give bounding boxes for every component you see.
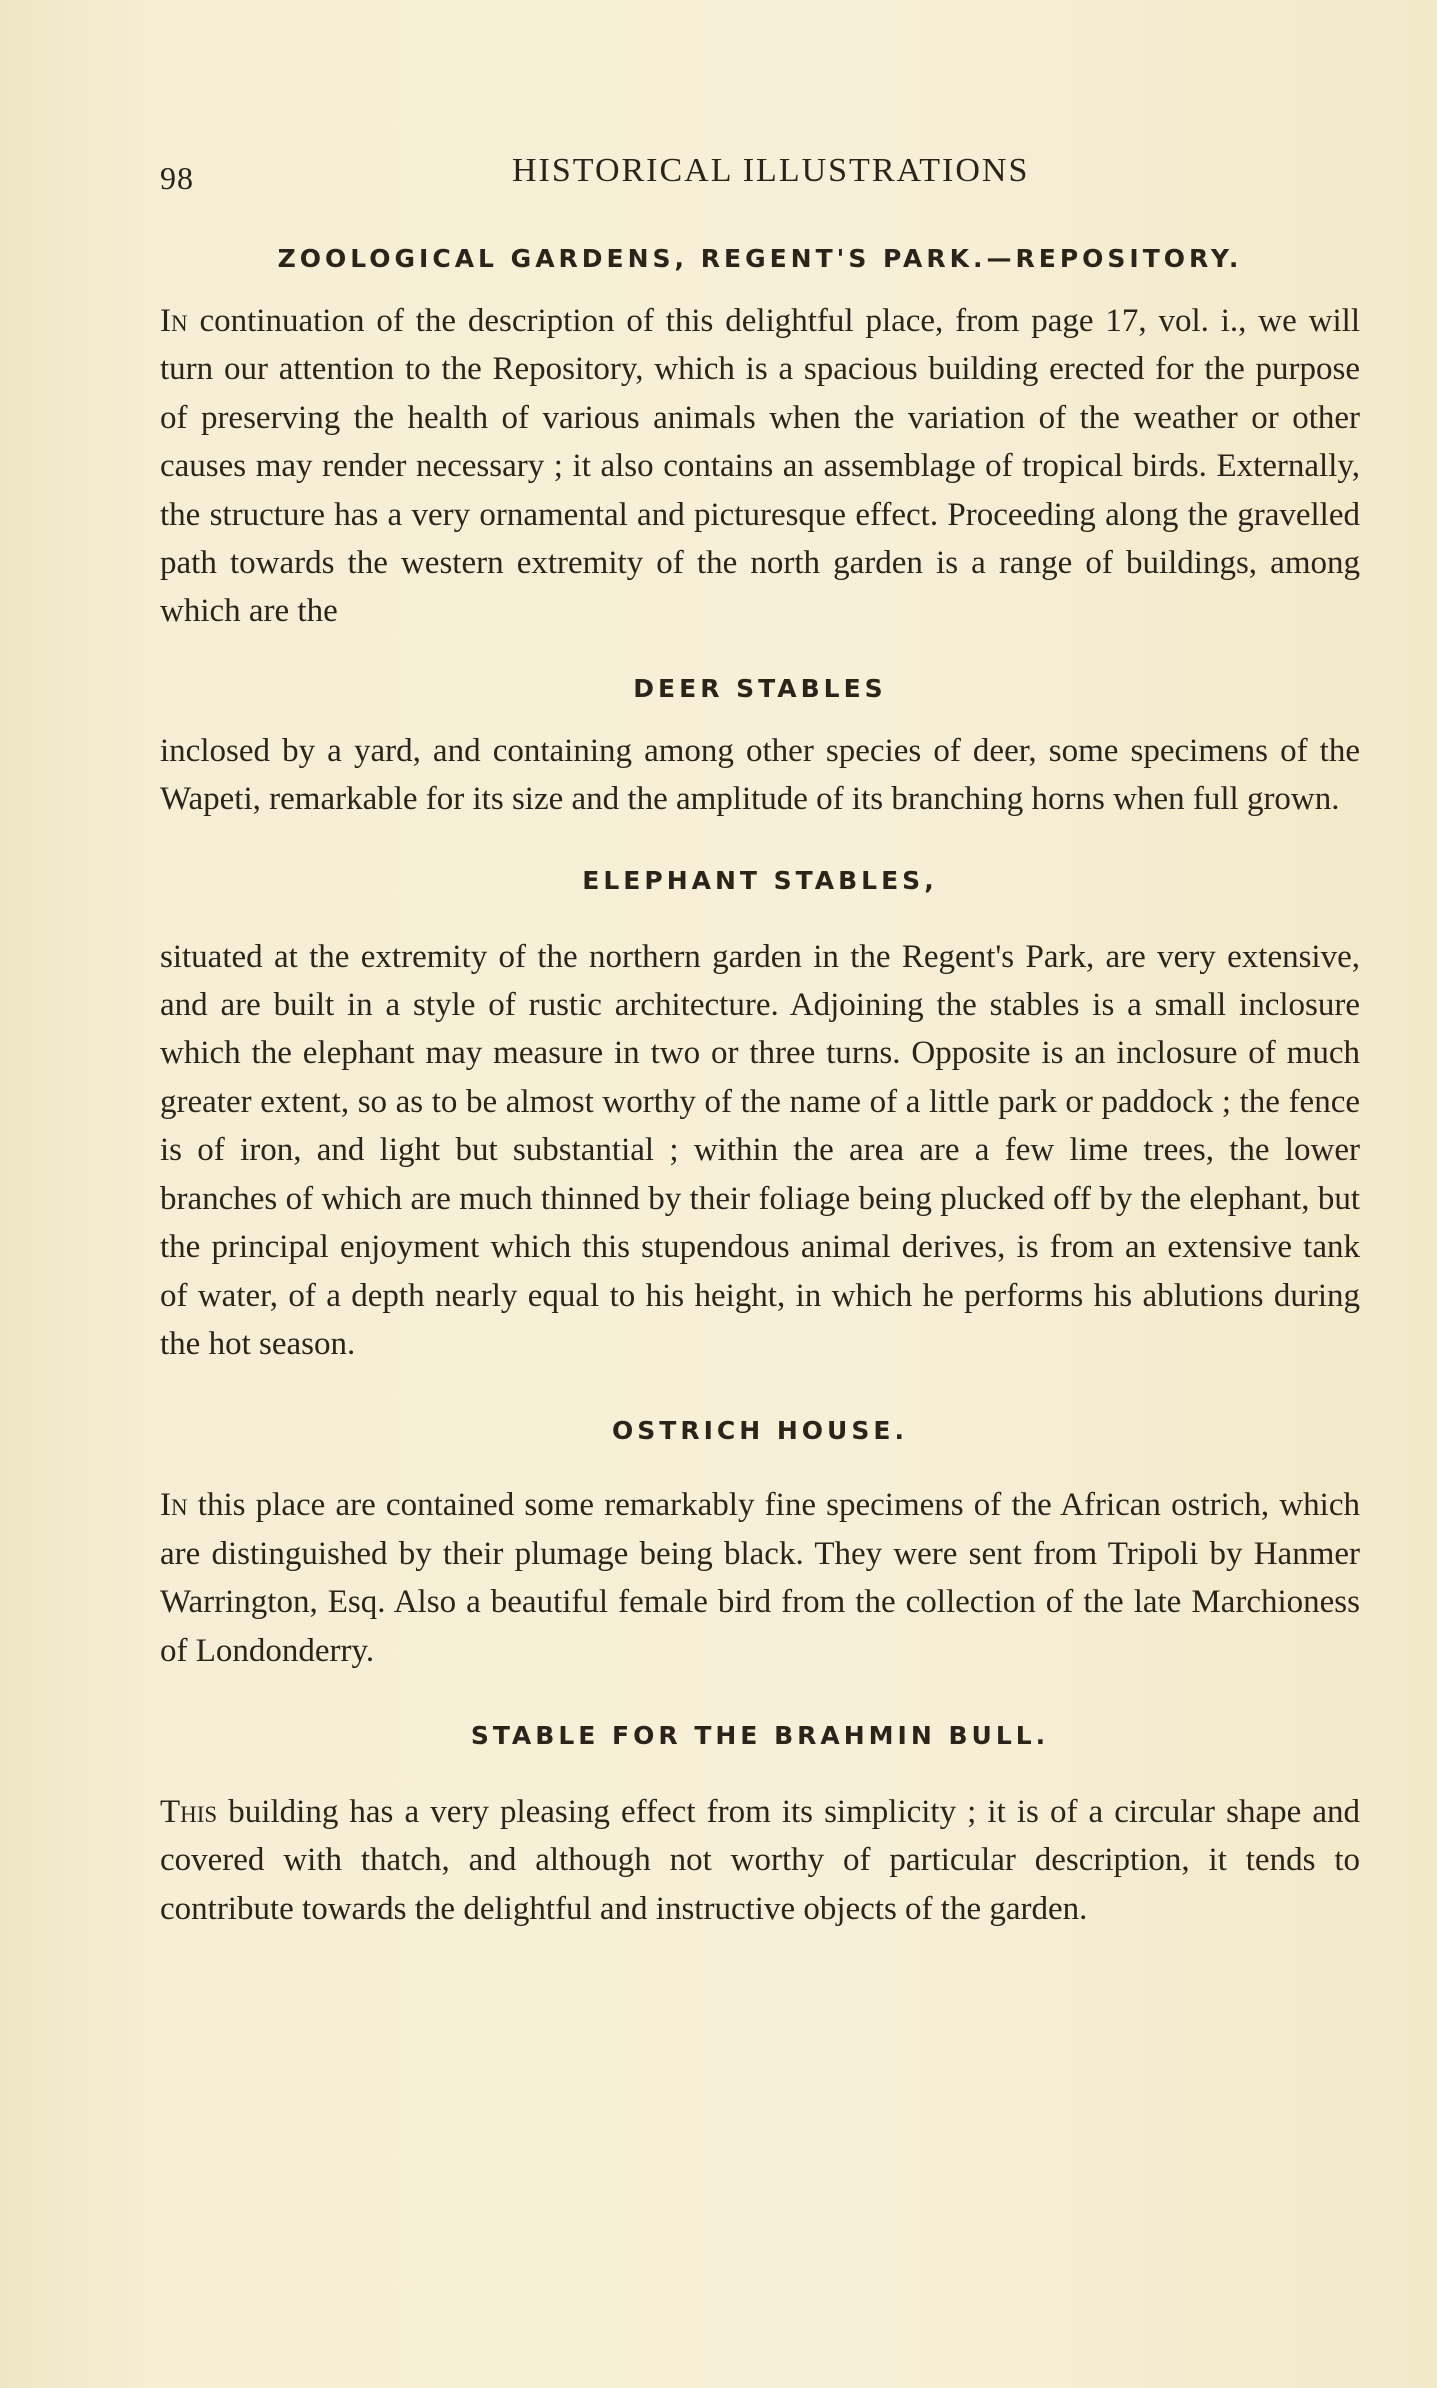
section-heading-repository: ZOOLOGICAL GARDENS, REGENT'S PARK.—REPOSITORY.	[277, 244, 1243, 273]
paragraph-text: this place are contained some remarkably fine specimens of the African ostrich, which are distinguished by their plumage being black. They were sent from Tripoli by Hanmer Warrington, Esq. Also a beautiful female bird from the collection of the late Marchioness of Londonderry.	[160, 1487, 1360, 1669]
running-head	[160, 152, 1360, 202]
paragraph-text: continuation of the description of this delightful place, from page 17, vol. i., we will turn our attention to the Repository, which is a spacious building erected for the purpose of preserving the health of various animals when the variation of the weather or other causes may render necessary ; it also contains an assemblage of tropical birds. Externally, the structure has a very ornamental and picturesque effect. Proceeding along the gravelled path towards the western extremity of the north garden is a range of buildings, among which are the	[160, 303, 1360, 630]
paragraph-text: inclosed by a yard, and containing among other species of deer, some specimens of the Wapeti, remarkable for its size and the amplitude of its branching horns when full grown.	[160, 732, 1360, 818]
paragraph-ostrich-house	[160, 1481, 1360, 1675]
paragraph-brahmin-bull	[160, 1788, 1360, 1933]
paragraph-deer-stables	[160, 727, 1360, 824]
section-heading-brahmin-bull: STABLE FOR THE BRAHMIN BULL.	[470, 1720, 1050, 1750]
section-heading-deer-stables: DEER STABLES	[633, 673, 887, 703]
page-number: 98	[160, 160, 194, 196]
paragraph-lead-word: In	[160, 1487, 188, 1524]
section-heading-elephant-stables: ELEPHANT STABLES,	[582, 865, 938, 895]
section-heading-ostrich-house: OSTRICH HOUSE.	[612, 1416, 908, 1446]
paragraph-elephant-stables	[160, 933, 1360, 1369]
running-title: HISTORICAL ILLUSTRATIONS	[512, 152, 1030, 189]
paragraph-lead-word: This	[160, 1793, 218, 1830]
paragraph-text: building has a very pleasing effect from its simplicity ; it is of a circular shape and covered with thatch, and although not worthy of particular description, it tends to contribute towards the delightful and instructive objects of the garden.	[160, 1793, 1360, 1927]
paragraph-repository	[160, 297, 1360, 636]
page-content	[160, 218, 1360, 1933]
paragraph-lead-word: In	[160, 303, 188, 339]
paragraph-text: situated at the extremity of the northern garden in the Regent's Park, are very extensive, and are built in a style of rustic architecture. Adjoining the stables is a small inclosure which the elephant may measure in two or three turns. Opposite is an inclosure of much greater extent, so as to be almost worthy of the name of a little park or paddock ; the fence is of iron, and light but substantial ; within the area are a few lime trees, the lower branches of which are much thinned by their foliage being plucked off by the elephant, but the principal enjoyment which this stupendous animal derives, is from an extensive tank of water, of a depth nearly equal to his height, in which he performs his ablutions during the hot season.	[160, 938, 1360, 1362]
